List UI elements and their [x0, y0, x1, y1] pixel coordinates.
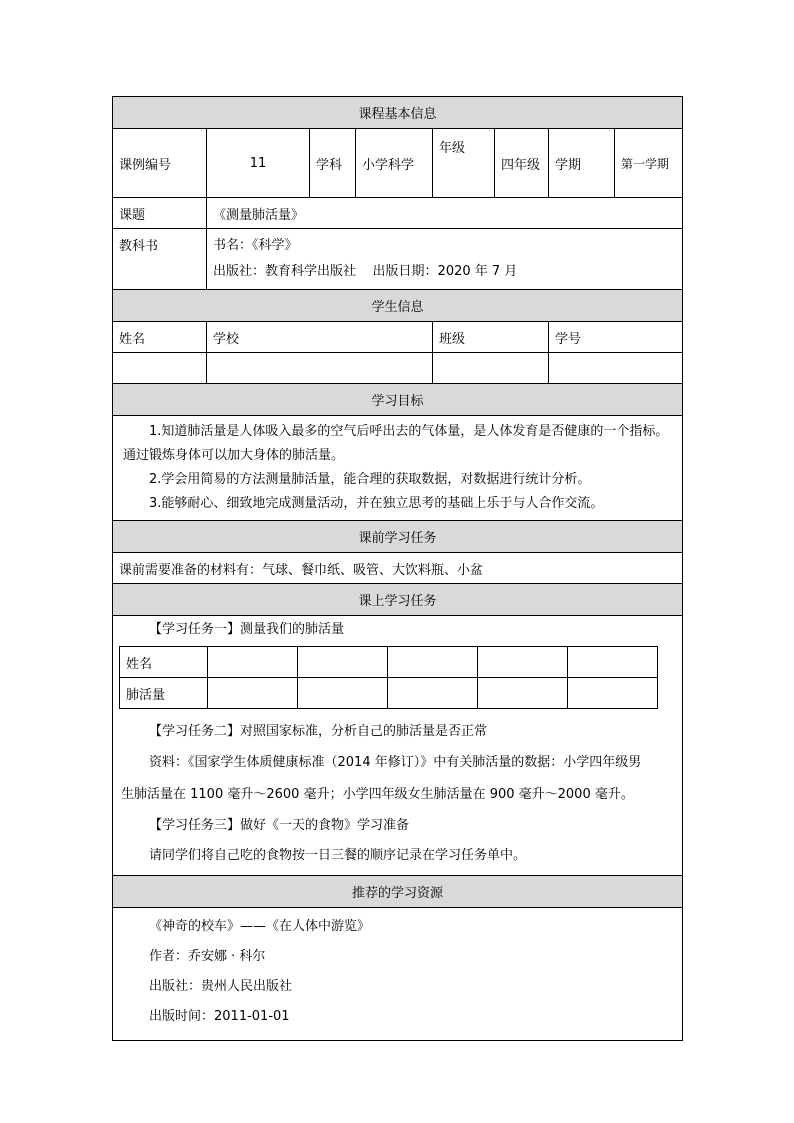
table-cell[interactable] [478, 678, 568, 709]
grade-label: 年级 [433, 129, 495, 198]
table-cell[interactable] [388, 678, 478, 709]
table-cell[interactable] [298, 678, 388, 709]
goals-body [113, 416, 683, 521]
in-class-header: 课上学习任务 [113, 584, 683, 616]
task3-title: 【学习任务三】做好《一天的食物》学习准备 [149, 818, 410, 833]
table-cell[interactable] [208, 647, 298, 678]
pre-class-text: 课前需要准备的材料有：气球、餐巾纸、吸管、大饮料瓶、小盆 [113, 553, 683, 584]
resource-pub-time: 出版时间：2011-01-01 [149, 1009, 290, 1024]
school-input[interactable] [207, 353, 433, 384]
in-class-body [113, 616, 683, 876]
resource-line-1: 资料：《国家学生体质健康标准（2014 年修订）》中有关肺活量的数据：小学四年级男 [149, 755, 642, 770]
resource-book: 《神奇的校车》——《在人体中游览》 [149, 919, 371, 934]
student-no-label: 学号 [549, 322, 683, 353]
table-cell[interactable] [568, 678, 658, 709]
goal-item: 2.学会用简易的方法测量肺活量，能合理的获取数据，对数据进行统计分析。 [149, 472, 591, 487]
case-no-label: 课例编号 [113, 129, 207, 198]
task2-title: 【学习任务二】对照国家标准，分析自己的肺活量是否正常 [149, 724, 488, 739]
table-cell[interactable] [478, 647, 568, 678]
case-no-value: 11 [207, 129, 310, 198]
table-row-label-capacity: 肺活量 [120, 678, 208, 709]
resource-publisher: 出版社：贵州人民出版社 [149, 979, 293, 994]
term-value: 第一学期 [615, 129, 683, 198]
school-label: 学校 [207, 322, 433, 353]
resources-body [113, 908, 683, 1041]
goals-header: 学习目标 [113, 384, 683, 416]
class-input[interactable] [433, 353, 549, 384]
table-cell[interactable] [208, 678, 298, 709]
term-label: 学期 [549, 129, 615, 198]
student-info-header: 学生信息 [113, 290, 683, 322]
task1-title: 【学习任务一】测量我们的肺活量 [149, 622, 345, 637]
lung-capacity-table [119, 646, 658, 709]
book-publisher: 出版社：教育科学出版社 [213, 264, 357, 279]
resource-line-2: 生肺活量在 1100 毫升～2600 毫升；小学四年级女生肺活量在 900 毫升～2000 毫升。 [121, 787, 634, 802]
table-row-label-name: 姓名 [120, 647, 208, 678]
student-name-label: 姓名 [113, 322, 207, 353]
resources-header: 推荐的学习资源 [113, 876, 683, 908]
topic-value: 《测量肺活量》 [207, 198, 683, 229]
class-label: 班级 [433, 322, 549, 353]
goal-item: 1.知道肺活量是人体吸入最多的空气后呼出去的气体量，是人体发育是否健康的一个指标。通过锻炼身体可以加大身体的肺活量。 [123, 424, 669, 463]
subject-label: 学科 [310, 129, 356, 198]
topic-label: 课题 [113, 198, 207, 229]
book-publisher-line [213, 259, 676, 285]
table-cell[interactable] [568, 647, 658, 678]
grade-value: 四年级 [495, 129, 549, 198]
table-cell[interactable] [298, 647, 388, 678]
course-info-header: 课程基本信息 [113, 97, 683, 129]
student-no-input[interactable] [549, 353, 683, 384]
book-name: 书名：《科学》 [213, 238, 298, 253]
task3-text: 请同学们将自己吃的食物按一日三餐的顺序记录在学习任务单中。 [149, 848, 527, 863]
pre-class-header: 课前学习任务 [113, 521, 683, 553]
course-table [112, 96, 683, 1041]
subject-value: 小学科学 [356, 129, 433, 198]
student-name-input[interactable] [113, 353, 207, 384]
goal-item: 3.能够耐心、细致地完成测量活动，并在独立思考的基础上乐于与人合作交流。 [149, 496, 604, 511]
resource-author: 作者：乔安娜 · 科尔 [149, 949, 266, 964]
book-pub-date: 出版日期：2020 年 7 月 [372, 264, 518, 279]
textbook-label: 教科书 [113, 229, 207, 290]
lesson-document [112, 96, 682, 1041]
table-cell[interactable] [388, 647, 478, 678]
